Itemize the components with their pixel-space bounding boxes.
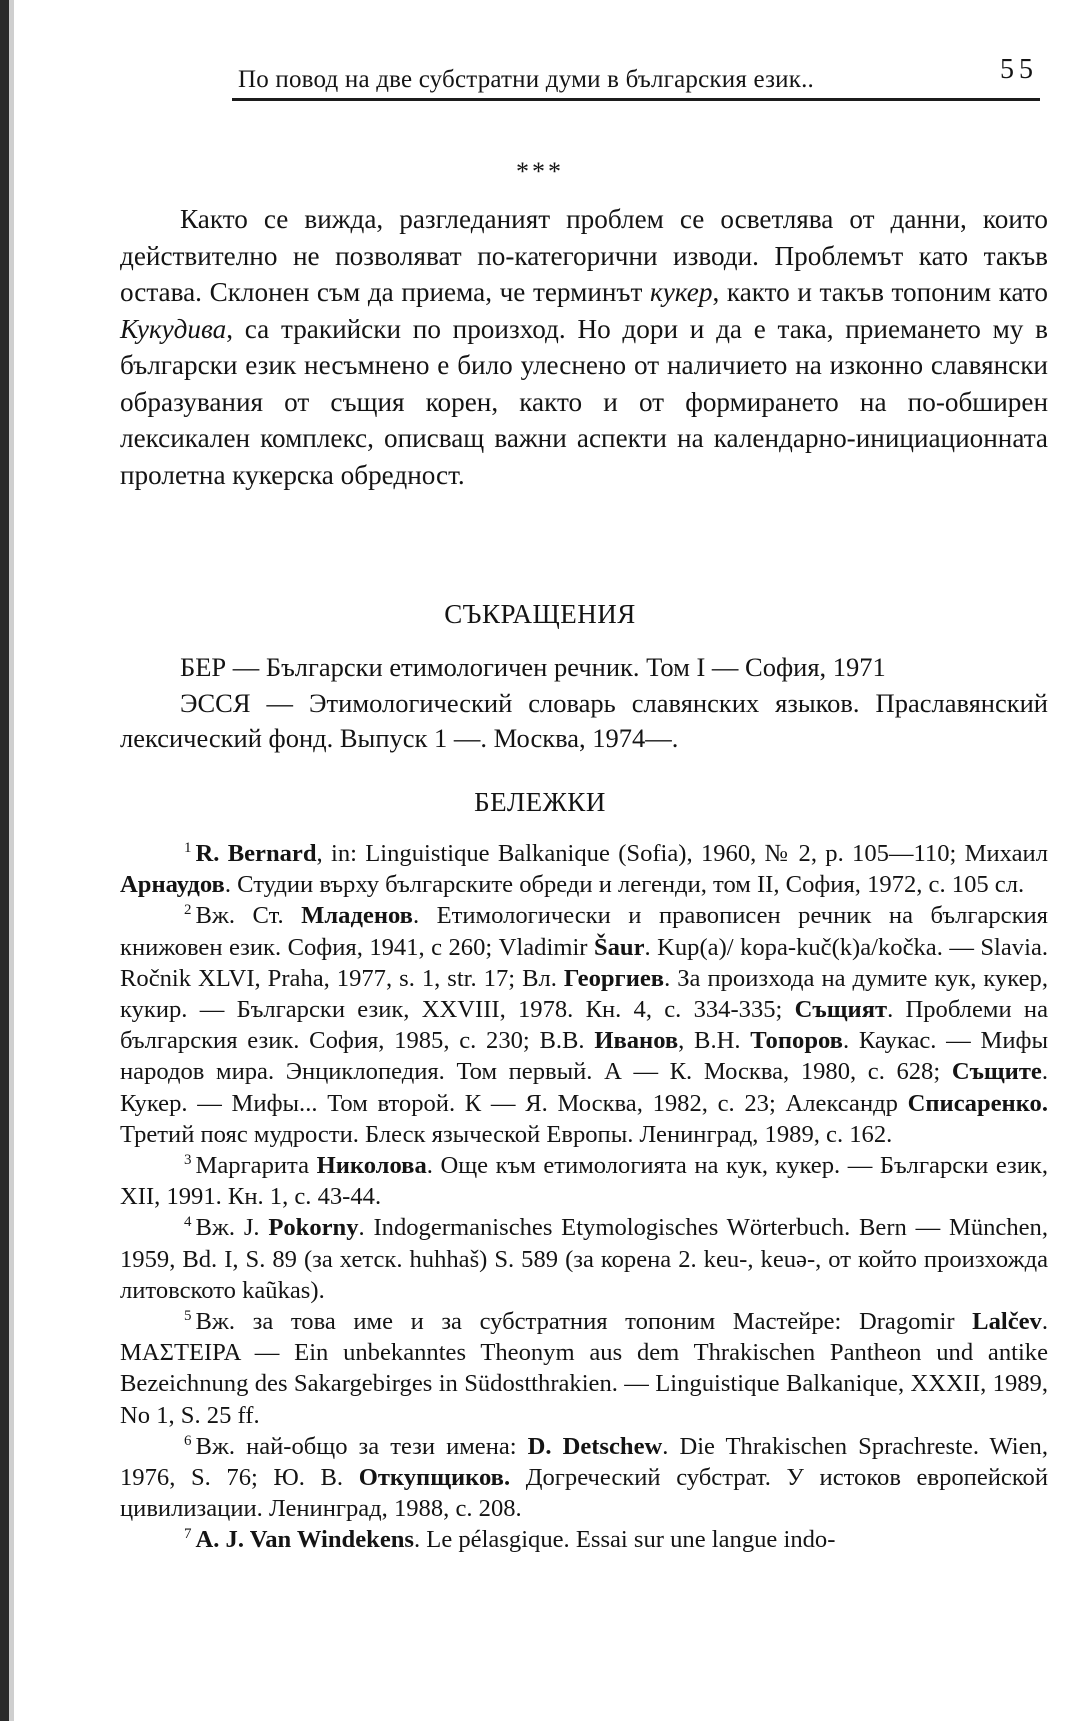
note-text: . Студии върху българските обреди и легенди, том II, София, 1972, с. 105 сл. bbox=[224, 871, 1025, 899]
author-name: Николова bbox=[316, 1152, 427, 1180]
section-break: *** bbox=[516, 157, 564, 186]
note-text: . Каукас. — Мифы народов мира. Энциклопедия. Том первый. А — К. Москва, 1980, с. 628; bbox=[120, 1027, 1048, 1086]
note-text: . Kup(a)/ kopa-kuč(k)a/kočka. — Slavia. Ročnik XLVI, Praha, 1977, s. 1, str. 17; Вл. bbox=[120, 933, 1049, 992]
scan-binding-shadow bbox=[9, 0, 14, 1721]
footnote-number: 1 bbox=[184, 840, 192, 856]
note-text: . Още към етимологията на кук, кукер. — Български език, XII, 1991. Кн. 1, с. 43-44. bbox=[120, 1152, 1049, 1211]
abbreviation-item: ЭССЯ — Этимологический словарь славянских языков. Праславянский лексический фонд. Выпуск 1 —. Москва, 1974—. bbox=[120, 687, 1048, 753]
note-text: , В.Н. bbox=[678, 1027, 751, 1055]
note-text: . Die Thrakischen Sprachreste. Wien, 1976, S. 76; Ю. В. bbox=[120, 1432, 1048, 1492]
notes-list bbox=[120, 838, 1048, 1556]
footnote-number: 7 bbox=[184, 1526, 192, 1543]
footnote-number: 6 bbox=[184, 1432, 192, 1449]
footnote-4 bbox=[120, 1212, 1048, 1306]
running-title: По повод на две субстратни думи в българския език.. bbox=[238, 66, 814, 93]
footnote-5 bbox=[120, 1306, 1048, 1431]
note-text: Вж. най-общо за тези имена: bbox=[195, 1432, 528, 1460]
author-name: Младенов bbox=[301, 902, 413, 930]
footnote-number: 4 bbox=[184, 1214, 192, 1231]
author-name: Същият bbox=[794, 996, 888, 1024]
term-kukudiva: Кукудива bbox=[120, 313, 227, 344]
author-name: Šaur bbox=[593, 933, 645, 961]
author-name: R. Bernard bbox=[195, 840, 317, 867]
page-number: 55 bbox=[1000, 54, 1038, 85]
author-name: Спиcаренко. bbox=[907, 1089, 1048, 1117]
author-name: Lalčev bbox=[972, 1308, 1042, 1336]
note-text: . Le pélasgique. Essai sur une langue indo- bbox=[414, 1526, 836, 1554]
term-kuker: кукер bbox=[649, 277, 713, 307]
note-text: Маргарита bbox=[195, 1152, 317, 1180]
note-text: Вж. за това име и за субстратния топоним Мастейре: Dragomir bbox=[195, 1308, 973, 1336]
body-sentence-2: , както и такъв топоним като bbox=[712, 277, 1048, 307]
body-sentence-1: Както се вижда, разгледаният проблем се осветлява от данни, които действително не позволяват по-категорични изводи. Проблемът като такъв остава. Склонен съм да приема, че терминът bbox=[120, 204, 1048, 307]
note-text: . Кукер. — Мифы... Том второй. К — Я. Москва, 1982, с. 23; Александр bbox=[120, 1058, 1048, 1117]
author-name: Pokorny bbox=[268, 1214, 359, 1242]
footnote-2 bbox=[120, 900, 1048, 1150]
note-text: . ΜΑΣΤΕΙΡΑ — Ein unbekanntes Theonym aus dem Thrakischen Pantheon und antike Bezeichnung des Sakargebirges in Südostthrakien. — Linguistique Balkanique, XXXII, 1989, No 1, S. 25 ff. bbox=[120, 1308, 1048, 1429]
note-text: . Етимологически и правописен речник на българския книжовен език. София, 1941, с 260; Vladimir bbox=[120, 902, 1048, 961]
notes-heading: БЕЛЕЖКИ bbox=[474, 787, 606, 817]
author-name: Георгиев bbox=[563, 964, 665, 992]
note-text: Вж. J. bbox=[195, 1214, 269, 1242]
author-name: Иванов bbox=[594, 1027, 679, 1055]
note-text: , in: Linguistique Balkanique (Sofia), 1960, № 2, p. 105—110; Михаил bbox=[316, 840, 1048, 867]
body-paragraph bbox=[120, 201, 1048, 493]
footnote-number: 3 bbox=[184, 1152, 192, 1169]
note-text: Третий пояс мудрости. Блеск языческой Европы. Ленинград, 1989, с. 162. bbox=[120, 1120, 893, 1148]
note-text: Догреческий субстрат. У истоков европейской цивилизации. Ленинград, 1988, с. 208. bbox=[120, 1464, 1048, 1523]
page-header bbox=[232, 54, 1048, 104]
body-sentence-3: , са тракийски по произход. Но дори и да е така, приемането му в български език несъмнено е било улеснено от наличието на изконно славянски образувания от същия корен, както и от формирането на по-обширен лексикален комплекс, описващ важни аспекти на календарно-инициационната пролетна кукерска обредност. bbox=[120, 313, 1048, 490]
note-text: Вж. Ст. bbox=[195, 902, 302, 930]
author-name: D. Detschew bbox=[527, 1432, 663, 1460]
author-name: Същите bbox=[951, 1058, 1042, 1086]
note-text: . За произхода на думите кук, кукер, кукир. — Български език, XXVIII, 1978. Кн. 4, с. 334-335; bbox=[120, 964, 1048, 1024]
author-name: A. J. Van Windekens bbox=[195, 1526, 414, 1554]
author-name: Арнаудов bbox=[120, 871, 225, 899]
footnote-3 bbox=[120, 1150, 1048, 1212]
footnote-6 bbox=[120, 1431, 1048, 1525]
footnote-number: 2 bbox=[184, 902, 192, 919]
header-rule bbox=[232, 98, 1040, 101]
abbreviation-item: БЕР — Български етимологичен речник. Том I — София, 1971 bbox=[180, 652, 886, 682]
author-name: Откупщиков. bbox=[358, 1464, 511, 1492]
body-text bbox=[120, 201, 1048, 493]
note-text: . Проблеми на българския език. София, 1985, с. 230; В.В. bbox=[120, 996, 1048, 1055]
note-text: . Indogermanisches Etymologisches Wörterbuch. Bern — München, 1959, Bd. I, S. 89 (за хетск. huhhaš) S. 589 (за корена 2. keu-, keuə-, от който произхожда литовското kaũkas). bbox=[120, 1214, 1049, 1304]
author-name: Топоров bbox=[750, 1027, 843, 1055]
footnote-1 bbox=[120, 838, 1048, 900]
abbreviations-list bbox=[120, 650, 1048, 757]
abbreviations-heading: СЪКРАЩЕНИЯ bbox=[444, 599, 636, 629]
footnote-number: 5 bbox=[184, 1308, 192, 1325]
footnote-7 bbox=[120, 1524, 1048, 1555]
scan-binding-edge bbox=[0, 0, 9, 1721]
